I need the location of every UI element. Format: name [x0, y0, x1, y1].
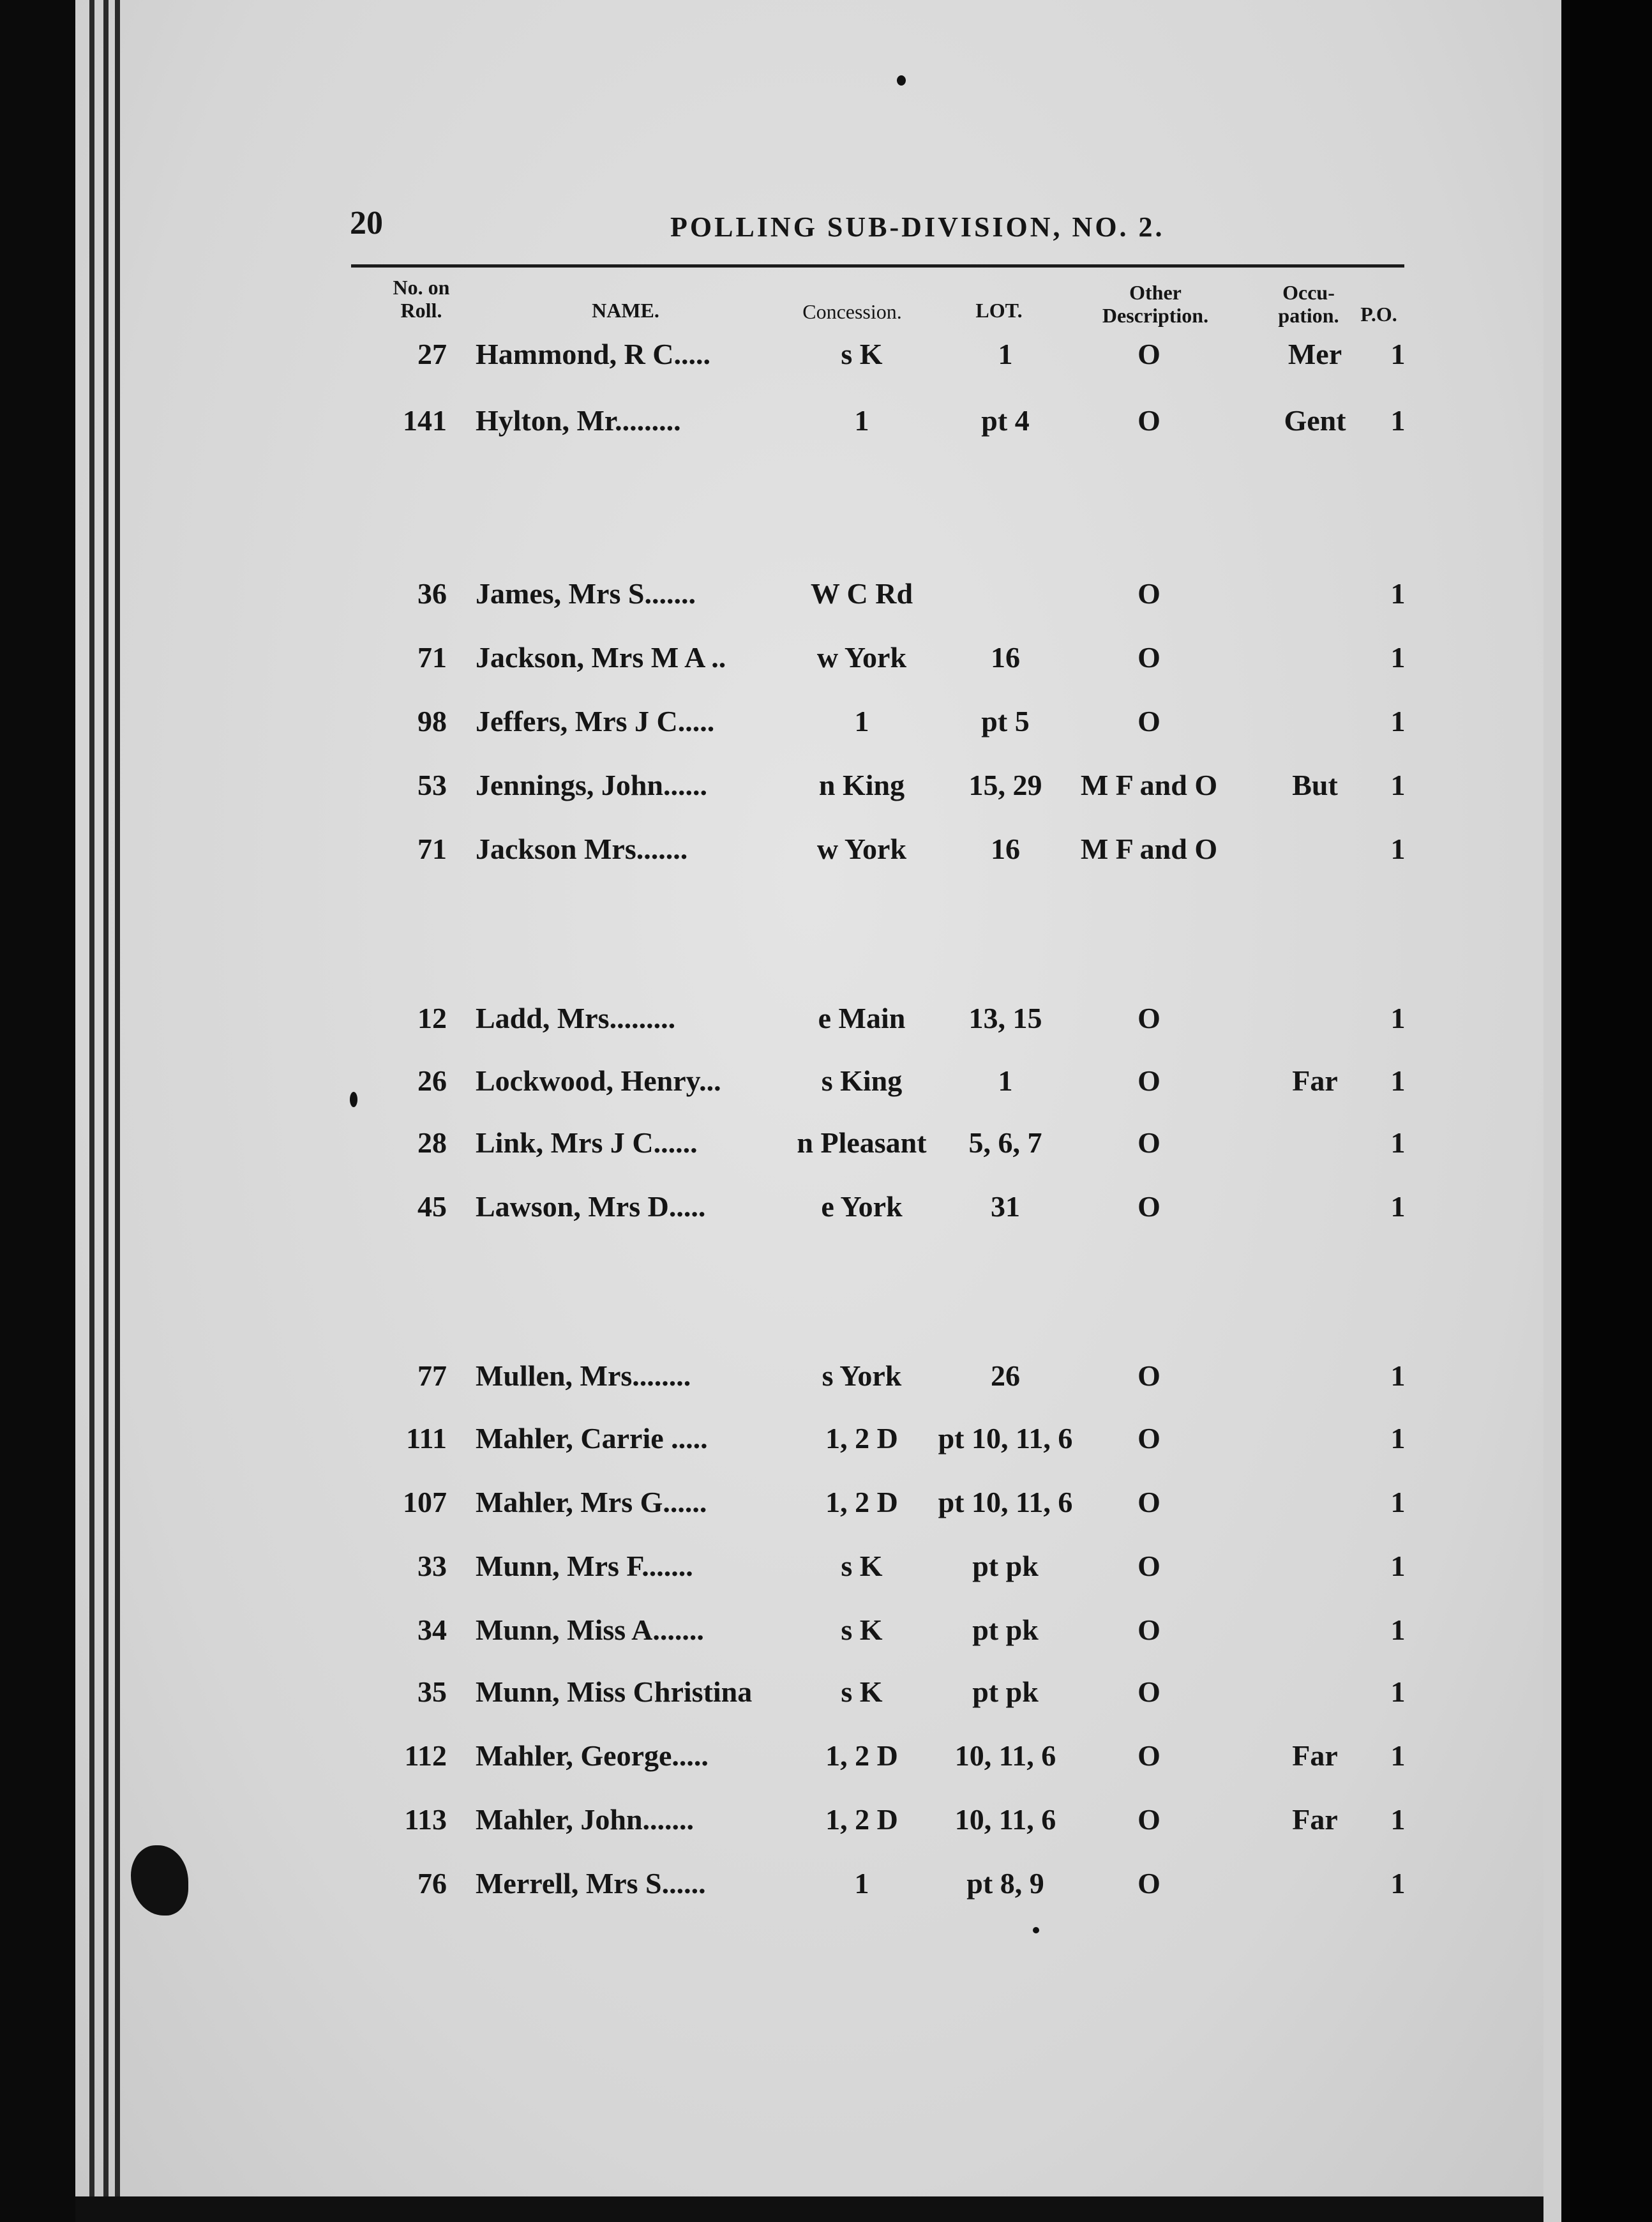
concession: w York: [816, 833, 907, 865]
table-row: [0, 1544, 1652, 1589]
voter-name: Merrell, Mrs S......: [476, 1867, 706, 1900]
voter-name: Munn, Miss A.......: [476, 1614, 704, 1646]
post-office: 1: [1390, 1739, 1406, 1772]
table-row: [0, 1184, 1652, 1229]
ink-speck: [1033, 1927, 1039, 1933]
header-rule: [351, 264, 1404, 268]
post-office: 1: [1390, 1486, 1406, 1518]
post-office: 1: [1390, 1359, 1406, 1392]
table-row: [0, 699, 1652, 744]
column-header-concession: Concession.: [802, 300, 902, 323]
concession: W C Rd: [810, 577, 913, 610]
lot: 16: [991, 641, 1020, 674]
other-description: O: [1138, 1867, 1160, 1900]
lot: 1: [998, 1064, 1013, 1097]
voter-name: Hylton, Mr.........: [476, 404, 681, 437]
lot: pt 10, 11, 6: [938, 1422, 1073, 1455]
table-row: [0, 571, 1652, 616]
roll-number: 71: [417, 641, 447, 674]
column-header-roll: No. on Roll.: [393, 276, 450, 322]
roll-number: 76: [417, 1867, 447, 1900]
other-description: O: [1138, 1803, 1160, 1836]
concession: w York: [816, 641, 907, 674]
post-office: 1: [1390, 1190, 1406, 1223]
lot: pt 8, 9: [966, 1867, 1044, 1900]
lot: 10, 11, 6: [954, 1739, 1056, 1772]
other-description: O: [1138, 1002, 1160, 1034]
table-row: [0, 332, 1652, 377]
post-office: 1: [1390, 1550, 1406, 1582]
table-row: [0, 1797, 1652, 1842]
lot: pt 10, 11, 6: [938, 1486, 1073, 1518]
voter-name: James, Mrs S.......: [476, 577, 696, 610]
occupation: Far: [1292, 1803, 1338, 1836]
other-description: M F and O: [1080, 833, 1218, 865]
concession: s King: [821, 1064, 903, 1097]
concession: n Pleasant: [797, 1126, 927, 1159]
column-header-lot: LOT.: [975, 299, 1023, 322]
post-office: 1: [1390, 1867, 1406, 1900]
lot: 15, 29: [968, 769, 1042, 801]
voter-name: Hammond, R C.....: [476, 338, 711, 370]
ink-speck: [350, 1092, 357, 1107]
ink-speck: [897, 75, 906, 86]
other-description: O: [1138, 1486, 1160, 1518]
occupation: But: [1292, 769, 1338, 801]
roll-number: 33: [417, 1550, 447, 1582]
column-header-description: Other Description.: [1102, 281, 1209, 327]
occupation: Far: [1292, 1739, 1338, 1772]
concession: s K: [841, 1675, 883, 1708]
voter-name: Lockwood, Henry...: [476, 1064, 721, 1097]
roll-number: 98: [417, 705, 447, 737]
lot: pt 4: [981, 404, 1030, 437]
post-office: 1: [1390, 833, 1406, 865]
table-row: [0, 635, 1652, 680]
post-office: 1: [1390, 705, 1406, 737]
roll-number: 45: [417, 1190, 447, 1223]
other-description: O: [1138, 641, 1160, 674]
occupation: Mer: [1288, 338, 1342, 370]
voter-name: Mahler, George.....: [476, 1739, 709, 1772]
concession: e York: [821, 1190, 903, 1223]
concession: 1, 2 D: [825, 1803, 898, 1836]
roll-number: 35: [417, 1675, 447, 1708]
table-row: [0, 827, 1652, 872]
post-office: 1: [1390, 404, 1406, 437]
table-row: [0, 1608, 1652, 1652]
page-number: 20: [350, 205, 383, 241]
concession: s K: [841, 338, 883, 370]
other-description: O: [1138, 1359, 1160, 1392]
voter-name: Mullen, Mrs........: [476, 1359, 691, 1392]
roll-number: 12: [417, 1002, 447, 1034]
table-row: [0, 1861, 1652, 1906]
post-office: 1: [1390, 1002, 1406, 1034]
other-description: O: [1138, 705, 1160, 737]
occupation: Far: [1292, 1064, 1338, 1097]
running-head: POLLING SUB-DIVISION, NO. 2.: [670, 211, 1165, 243]
roll-number: 26: [417, 1064, 447, 1097]
other-description: O: [1138, 1739, 1160, 1772]
concession: 1: [854, 404, 869, 437]
concession: 1: [854, 705, 869, 737]
lot: 31: [991, 1190, 1020, 1223]
other-description: O: [1138, 1422, 1160, 1455]
post-office: 1: [1390, 1064, 1406, 1097]
voter-name: Jackson Mrs.......: [476, 833, 688, 865]
voter-name: Mahler, Carrie .....: [476, 1422, 708, 1455]
table-row: [0, 1670, 1652, 1714]
table-row: [0, 1059, 1652, 1103]
voter-name: Mahler, John.......: [476, 1803, 695, 1836]
voter-name: Ladd, Mrs.........: [476, 1002, 676, 1034]
table-row: [0, 398, 1652, 443]
concession: 1, 2 D: [825, 1422, 898, 1455]
lot: 10, 11, 6: [954, 1803, 1056, 1836]
post-office: 1: [1390, 577, 1406, 610]
table-row: [0, 1734, 1652, 1778]
lot: 13, 15: [968, 1002, 1042, 1034]
roll-number: 77: [417, 1359, 447, 1392]
roll-number: 34: [417, 1614, 447, 1646]
column-header-occupation: Occu- pation.: [1278, 281, 1339, 327]
roll-number: 36: [417, 577, 447, 610]
lot: pt pk: [972, 1550, 1039, 1582]
table-row: [0, 996, 1652, 1041]
concession: 1, 2 D: [825, 1739, 898, 1772]
other-description: O: [1138, 1064, 1160, 1097]
other-description: O: [1138, 1190, 1160, 1223]
concession: s York: [822, 1359, 902, 1392]
voter-name: Mahler, Mrs G......: [476, 1486, 707, 1518]
roll-number: 53: [417, 769, 447, 801]
other-description: O: [1138, 1675, 1160, 1708]
lot: 26: [991, 1359, 1020, 1392]
other-description: O: [1138, 577, 1160, 610]
lot: pt pk: [972, 1675, 1039, 1708]
other-description: O: [1138, 338, 1160, 370]
other-description: O: [1138, 1126, 1160, 1159]
concession: n King: [818, 769, 905, 801]
roll-number: 28: [417, 1126, 447, 1159]
concession: s K: [841, 1550, 883, 1582]
voter-name: Munn, Mrs F.......: [476, 1550, 693, 1582]
table-row: [0, 1416, 1652, 1461]
voter-name: Jeffers, Mrs J C.....: [476, 705, 715, 737]
other-description: O: [1138, 1614, 1160, 1646]
voter-name: Jackson, Mrs M A ..: [476, 641, 726, 674]
scan-background: [75, 2196, 1543, 2222]
roll-number: 107: [403, 1486, 447, 1518]
voter-name: Lawson, Mrs D.....: [476, 1190, 706, 1223]
occupation: Gent: [1284, 404, 1346, 437]
other-description: M F and O: [1080, 769, 1218, 801]
lot: pt pk: [972, 1614, 1039, 1646]
table-row: [0, 1354, 1652, 1398]
post-office: 1: [1390, 1126, 1406, 1159]
post-office: 1: [1390, 1422, 1406, 1455]
concession: 1, 2 D: [825, 1486, 898, 1518]
post-office: 1: [1390, 338, 1406, 370]
concession: e Main: [818, 1002, 906, 1034]
roll-number: 113: [404, 1803, 447, 1836]
post-office: 1: [1390, 1803, 1406, 1836]
lot: pt 5: [981, 705, 1030, 737]
column-header-po: P.O.: [1360, 303, 1397, 326]
voter-name: Link, Mrs J C......: [476, 1126, 698, 1159]
column-header-name: NAME.: [592, 299, 659, 322]
lot: 5, 6, 7: [968, 1126, 1042, 1159]
post-office: 1: [1390, 641, 1406, 674]
post-office: 1: [1390, 769, 1406, 801]
roll-number: 141: [403, 404, 447, 437]
other-description: O: [1138, 404, 1160, 437]
lot: 16: [991, 833, 1020, 865]
post-office: 1: [1390, 1675, 1406, 1708]
other-description: O: [1138, 1550, 1160, 1582]
roll-number: 27: [417, 338, 447, 370]
concession: 1: [854, 1867, 869, 1900]
voter-name: Jennings, John......: [476, 769, 708, 801]
table-row: [0, 763, 1652, 808]
roll-number: 111: [406, 1422, 447, 1455]
roll-number: 71: [417, 833, 447, 865]
table-row: [0, 1121, 1652, 1165]
table-row: [0, 1480, 1652, 1525]
roll-number: 112: [404, 1739, 447, 1772]
lot: 1: [998, 338, 1013, 370]
post-office: 1: [1390, 1614, 1406, 1646]
voter-name: Munn, Miss Christina: [476, 1675, 753, 1708]
concession: s K: [841, 1614, 883, 1646]
